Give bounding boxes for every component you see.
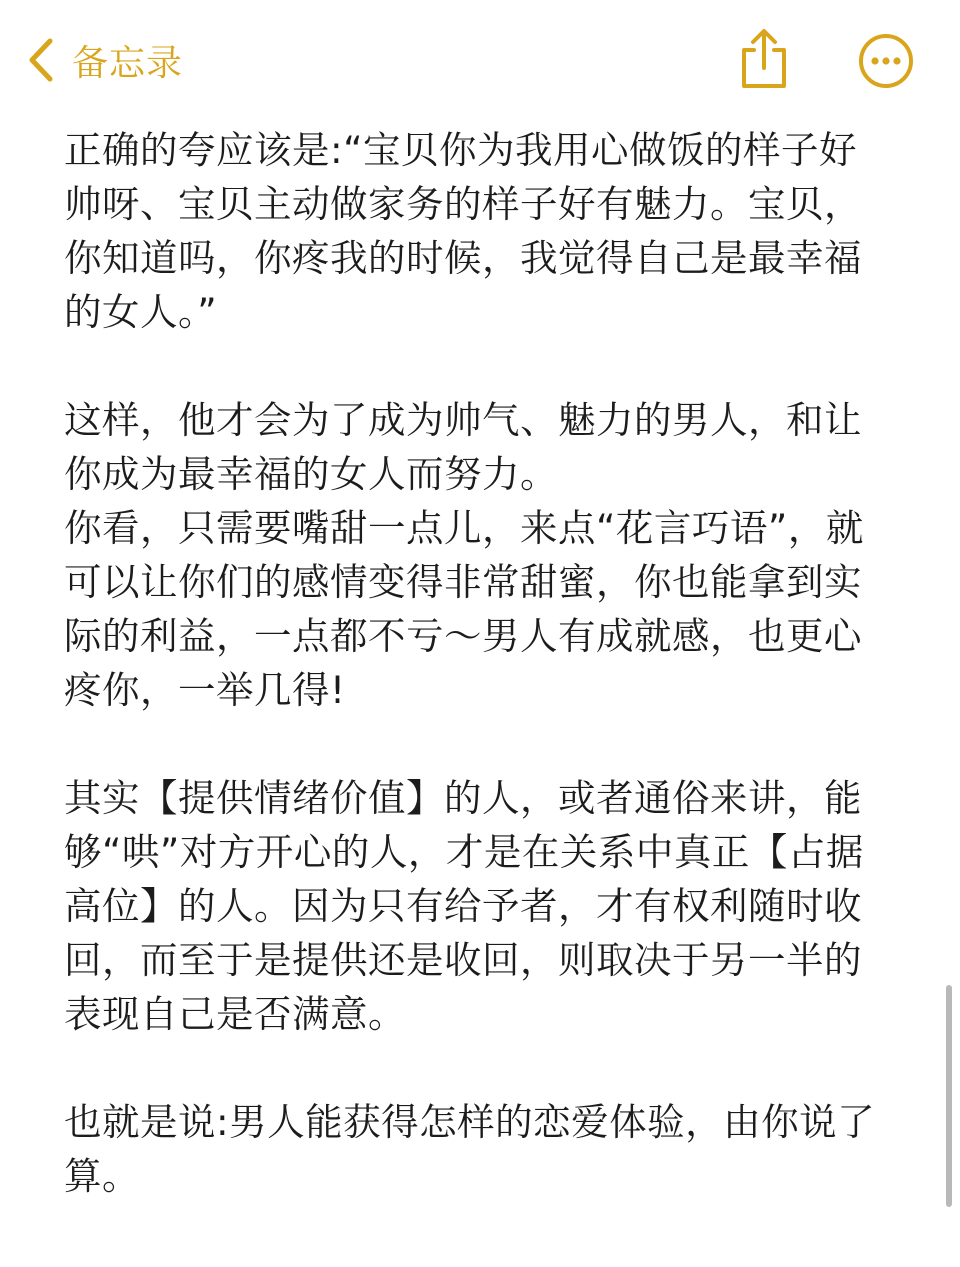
note-paragraph: 其实【提供情绪价值】的人，或者通俗来讲，能够“哄”对方开心的人，才是在关系中真正【占据高位】的人。因为只有给予者，才有权利随时收回，而至于是提供还是收回，则取决于另一半的表现自己是否满意。 <box>64 776 864 1036</box>
note-paragraph: 正确的夸应该是:“宝贝你为我用心做饭的样子好帅呀、宝贝主动做家务的样子好有魅力。宝贝，你知道吗，你疼我的时候，我觉得自己是最幸福的女人。” <box>64 128 862 334</box>
navigation-bar <box>0 0 960 120</box>
paragraph-spacer <box>64 717 894 771</box>
note-paragraph: 也就是说:男人能获得怎样的恋爱体验，由你说了算。 <box>64 1100 876 1198</box>
note-body[interactable] <box>64 123 894 1203</box>
paragraph-spacer <box>64 1041 894 1095</box>
back-label: 备忘录 <box>72 42 184 84</box>
share-button[interactable] <box>738 28 790 90</box>
scrollbar[interactable] <box>946 985 952 1207</box>
note-paragraph: 这样，他才会为了成为帅气、魅力的男人，和让你成为最幸福的女人而努力。 <box>64 398 862 496</box>
paragraph-spacer <box>64 339 894 393</box>
chevron-left-icon <box>28 38 54 82</box>
back-button[interactable] <box>28 30 183 90</box>
more-icon <box>858 74 914 93</box>
share-icon <box>738 75 790 94</box>
note-paragraph: 你看，只需要嘴甜一点儿，来点“花言巧语”，就可以让你们的感情变得非常甜蜜，你也能拿到实际的利益，一点都不亏～男人有成就感，也更心疼你，一举几得! <box>64 506 864 712</box>
more-button[interactable] <box>858 33 914 89</box>
